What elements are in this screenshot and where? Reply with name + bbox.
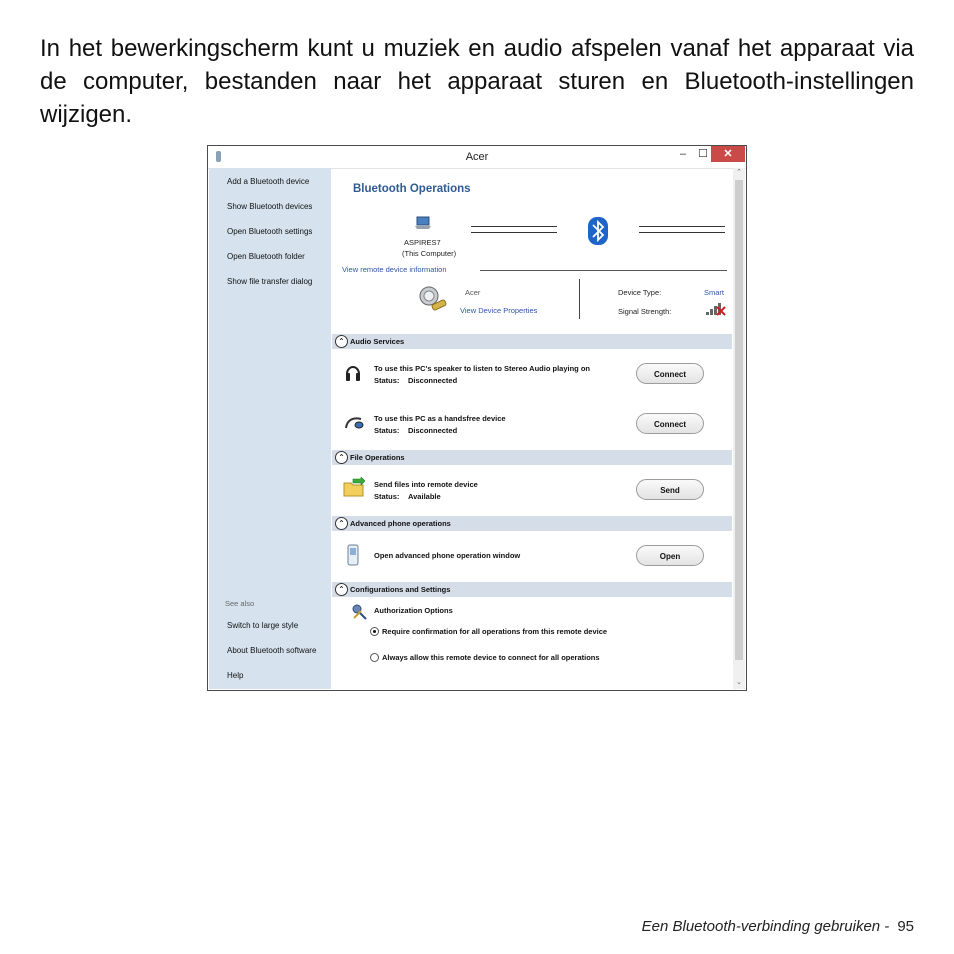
device-icon [416,283,448,315]
laptop-icon [415,216,431,230]
audio2-desc: To use this PC as a handsfree device [374,414,506,423]
main-panel [332,168,732,689]
view-remote-link[interactable]: View remote device information [342,265,447,274]
footer-text: Een Bluetooth-verbinding gebruiken - [641,918,890,935]
sidebar-item-add-device[interactable]: Add a Bluetooth device [227,177,310,186]
collapse-icon[interactable]: ⌃ [335,451,348,464]
signal-icon [706,302,726,316]
page-title: Bluetooth Operations [353,183,471,195]
signal-label: Signal Strength: [618,307,672,316]
sidebar-item-show-devices[interactable]: Show Bluetooth devices [227,202,313,211]
connect-handsfree-button[interactable]: Connect [636,413,704,434]
section-title: File Operations [350,453,405,462]
option-always-allow: Always allow this remote device to connect for all operations [382,653,600,662]
device-name: Acer [465,288,481,297]
connection-line [639,232,725,233]
intro-paragraph: In het bewerkingscherm kunt u muziek en audio afspelen vanaf het apparaat via de computer, bestanden naar het apparaat sturen en Bluetooth-instellingen wijzigen. [40,35,914,128]
connection-line [639,226,725,227]
close-button[interactable]: ✕ [711,146,745,162]
sidebar-item-help[interactable]: Help [227,671,244,680]
phone-icon [346,544,360,566]
page-footer [642,918,914,935]
collapse-icon[interactable]: ⌃ [335,335,348,348]
audio2-status: Disconnected [408,426,458,435]
status-label: Status: [374,376,400,385]
scroll-thumb[interactable] [735,180,743,660]
page-number: 95 [897,918,914,935]
file1-desc: Send files into remote device [374,480,478,489]
connect-stereo-button[interactable]: Connect [636,363,704,384]
open-button[interactable]: Open [636,545,704,566]
vertical-scrollbar[interactable] [733,168,745,689]
see-also-heading: See also [225,599,255,608]
connection-line [471,232,557,233]
section-phone[interactable] [332,516,732,531]
authorization-title: Authorization Options [374,606,453,615]
option-require-confirmation: Require confirmation for all operations from this remote device [382,627,608,636]
file1-status: Available [408,492,441,501]
sidebar-item-open-folder[interactable]: Open Bluetooth folder [227,252,305,261]
section-title: Advanced phone operations [350,519,451,528]
section-title: Configurations and Settings [350,585,451,594]
sidebar [209,168,331,689]
window-title: Acer [465,151,489,163]
section-audio[interactable] [332,334,732,349]
headphones-icon [345,363,361,383]
divider [480,270,727,271]
audio1-status: Disconnected [408,376,458,385]
collapse-icon[interactable]: ⌃ [335,583,348,596]
title-bar [208,146,746,169]
bluetooth-window [207,145,747,691]
send-button[interactable]: Send [636,479,704,500]
handsfree-icon [344,416,364,430]
minimize-button[interactable]: – [679,148,687,160]
radio-always-allow[interactable] [370,653,379,662]
folder-send-icon [343,477,365,497]
status-label: Status: [374,426,400,435]
sidebar-item-open-settings[interactable]: Open Bluetooth settings [227,227,313,236]
section-title: Audio Services [350,337,405,346]
collapse-icon[interactable]: ⌃ [335,517,348,530]
scroll-up-icon[interactable]: ⌃ [736,169,742,176]
authorization-icon [350,603,368,621]
radio-require-confirmation[interactable] [370,627,379,636]
computer-sub: (This Computer) [402,249,457,258]
scroll-down-icon[interactable]: ⌄ [736,679,742,686]
device-type-value: Smart [704,288,725,297]
bluetooth-icon [587,216,609,246]
device-type-label: Device Type: [618,288,662,297]
audio1-desc: To use this PC's speaker to listen to Stereo Audio playing on [374,364,590,373]
connection-line [471,226,557,227]
section-file[interactable] [332,450,732,465]
sidebar-item-file-transfer[interactable]: Show file transfer dialog [227,277,313,286]
device-properties-link[interactable]: View Device Properties [460,306,538,315]
sidebar-item-large-style[interactable]: Switch to large style [227,621,299,630]
phone1-desc: Open advanced phone operation window [374,551,521,560]
status-label: Status: [374,492,400,501]
computer-name: ASPIRES7 [404,238,441,247]
sidebar-item-about[interactable]: About Bluetooth software [227,646,317,655]
section-config[interactable] [332,582,732,597]
divider [579,279,580,319]
maximize-button[interactable]: ☐ [698,148,708,160]
